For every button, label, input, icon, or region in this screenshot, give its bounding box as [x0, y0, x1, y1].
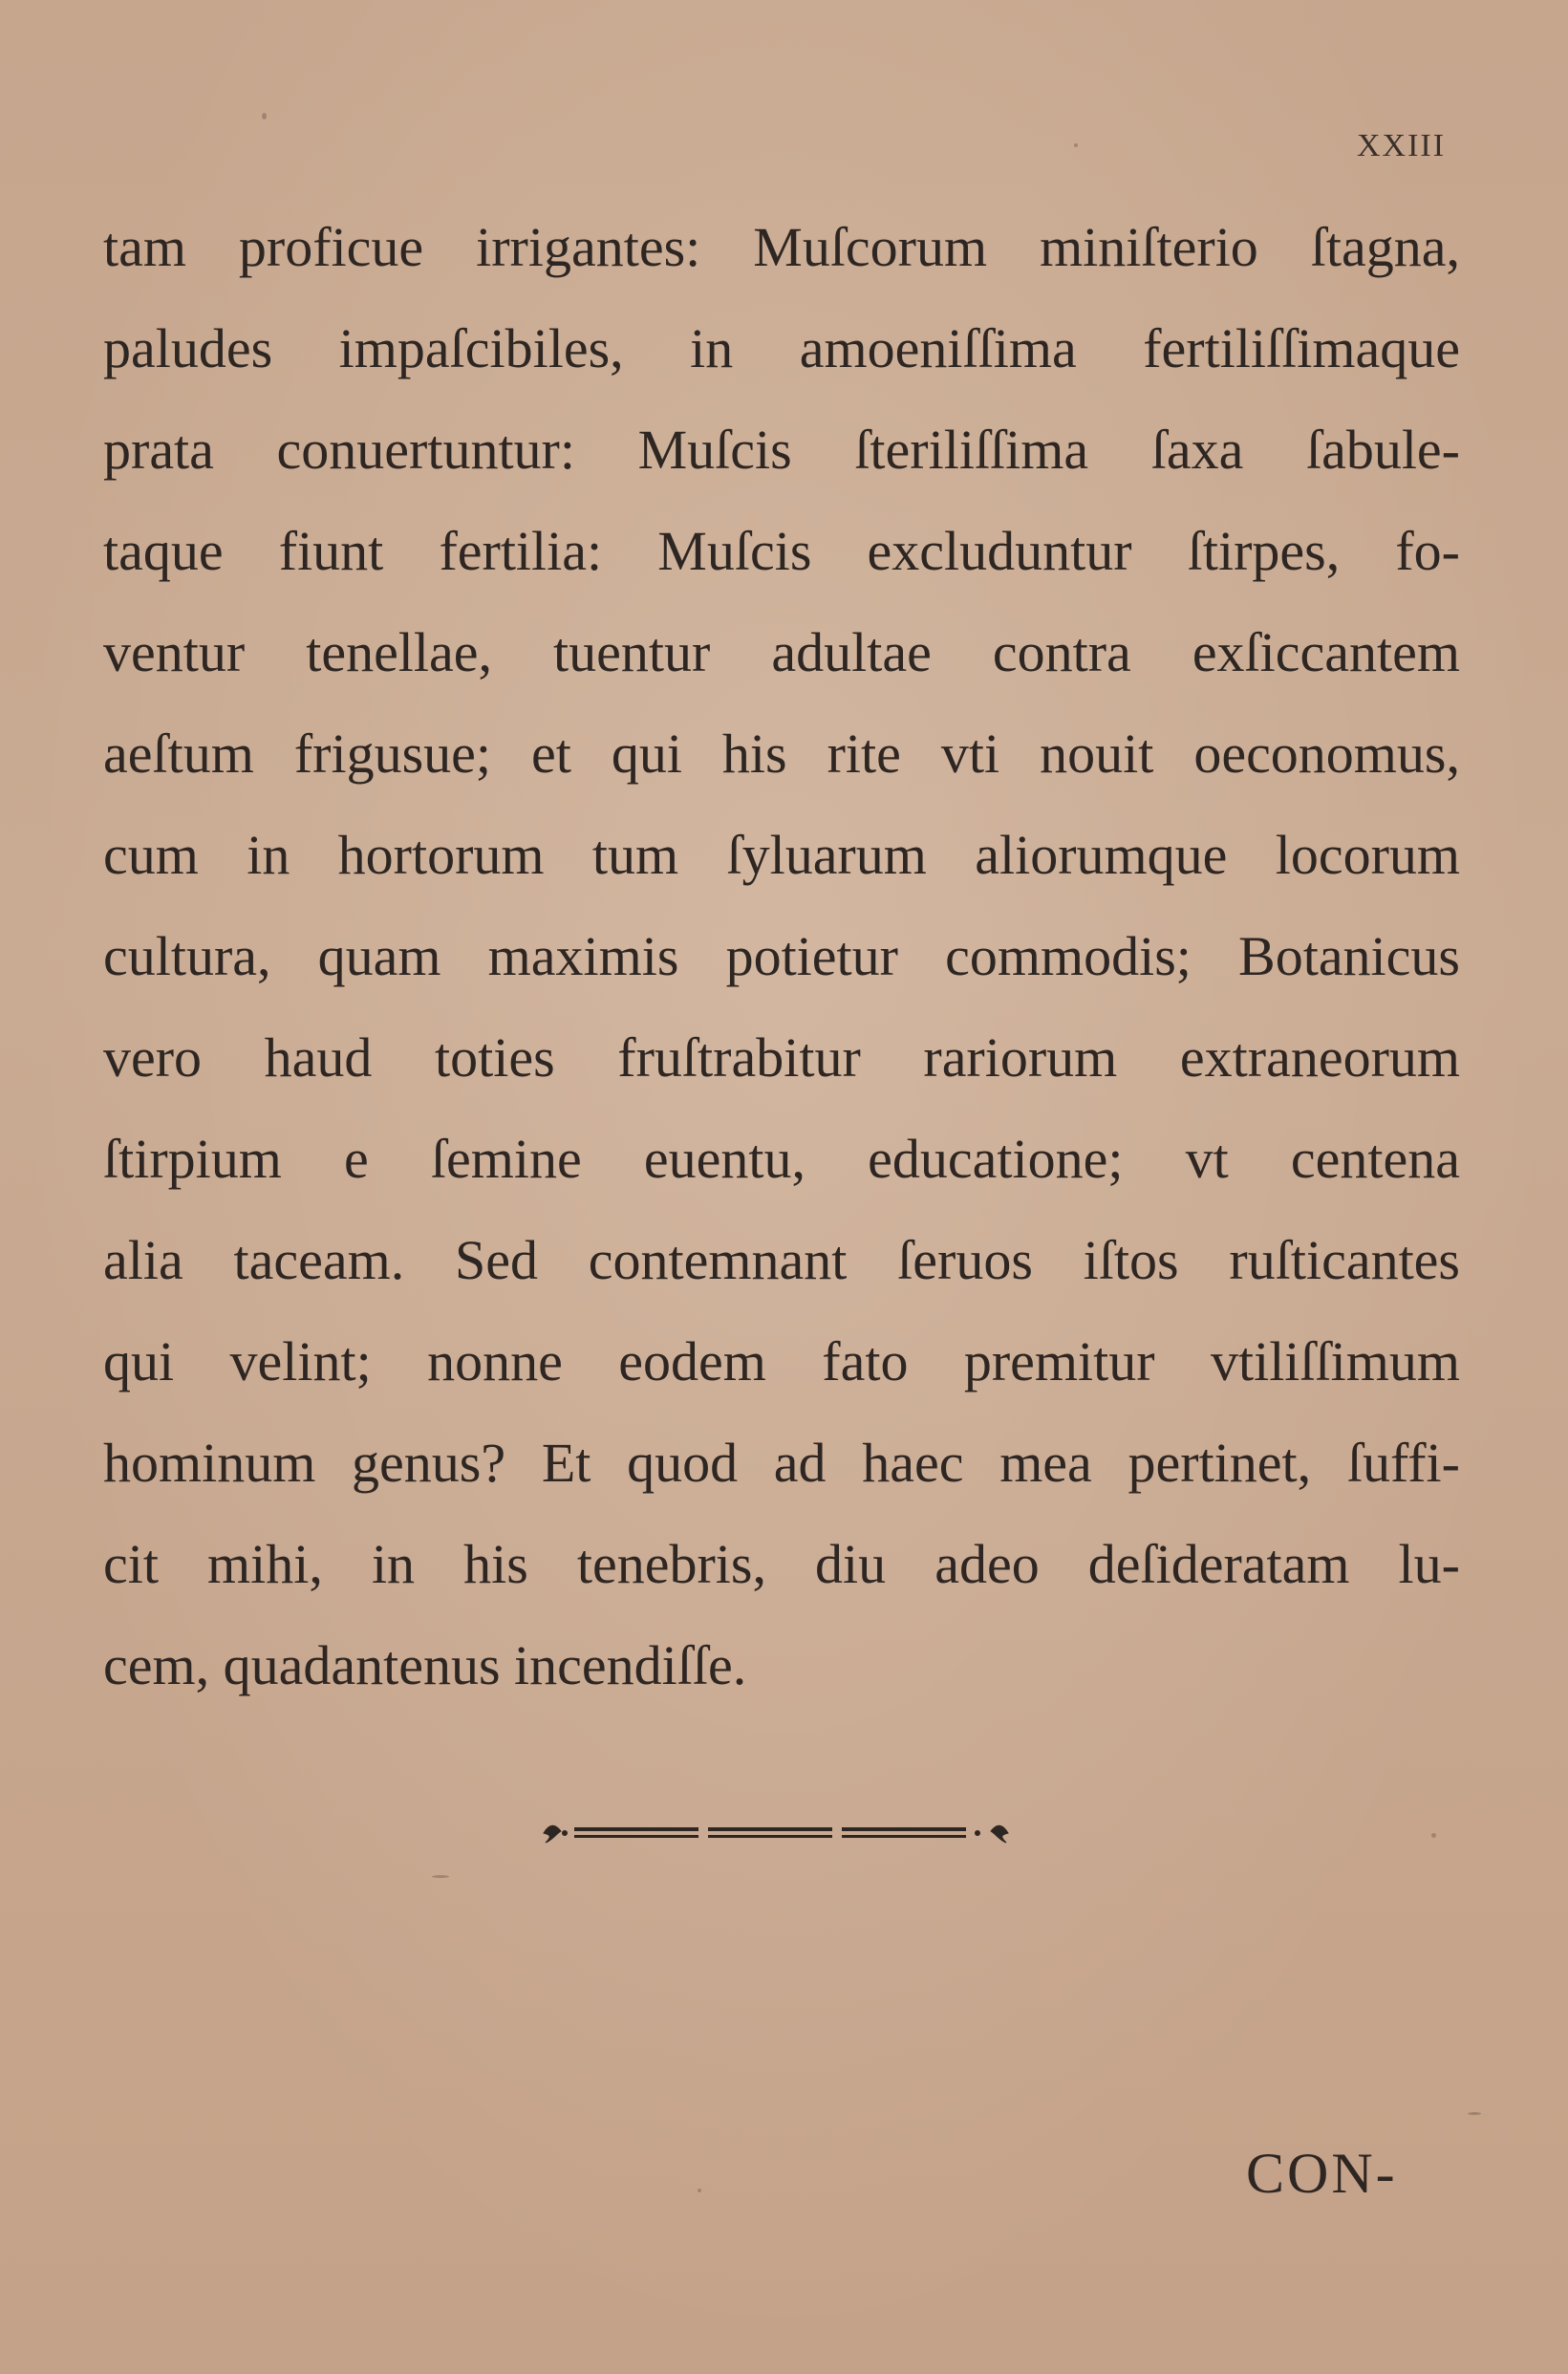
text-line: taque fiunt fertilia: Muſcis excluduntur ſtirpes, fo- [103, 520, 1460, 582]
text-line: ventur tenellae, tuentur adultae contra exſiccantem [103, 621, 1460, 683]
text-line: cultura, quam maximis potietur commodis; Botanicus [103, 925, 1460, 987]
text-line: prata conuertuntur: Muſcis ſteriliſſima ſaxa ſabule- [103, 419, 1460, 481]
text-line: vero haud toties fruſtrabitur rariorum extraneorum [103, 1026, 1460, 1089]
paper-speck [1431, 1833, 1436, 1838]
text-line: cem, quadantenus incendiſſe. [103, 1634, 747, 1696]
paper-speck [1468, 2112, 1481, 2115]
paper-speck [1074, 143, 1078, 147]
text-line: qui velint; nonne eodem fato premitur vtiliſſimum [103, 1330, 1460, 1392]
text-line: alia taceam. Sed contemnant ſeruos iſtos ruſticantes [103, 1229, 1460, 1291]
catchword: CON- [1246, 2142, 1398, 2205]
text-line: cit mihi, in his tenebris, diu adeo deſideratam lu- [103, 1533, 1460, 1595]
paper-speck [262, 113, 267, 119]
paper-speck [432, 1875, 449, 1878]
text-line: ſtirpium e ſemine euentu, educatione; vt centena [103, 1128, 1460, 1190]
text-line: aeſtum frigusue; et qui his rite vti nouit oeconomus, [103, 723, 1460, 785]
text-line: paludes impaſcibiles, in amoeniſſima fertiliſſimaque [103, 317, 1460, 379]
text-line: tam proficue irrigantes: Muſcorum miniſterio ſtagna, [103, 216, 1460, 278]
ornamental-rule-icon [540, 1814, 1013, 1852]
text-line: cum in hortorum tum ſyluarum aliorumque locorum [103, 824, 1460, 886]
paper-speck [698, 2189, 701, 2192]
text-line: hominum genus? Et quod ad haec mea pertinet, ſuffi- [103, 1432, 1460, 1494]
page-number: XXIII [1357, 128, 1447, 163]
body-text [103, 197, 1460, 1716]
